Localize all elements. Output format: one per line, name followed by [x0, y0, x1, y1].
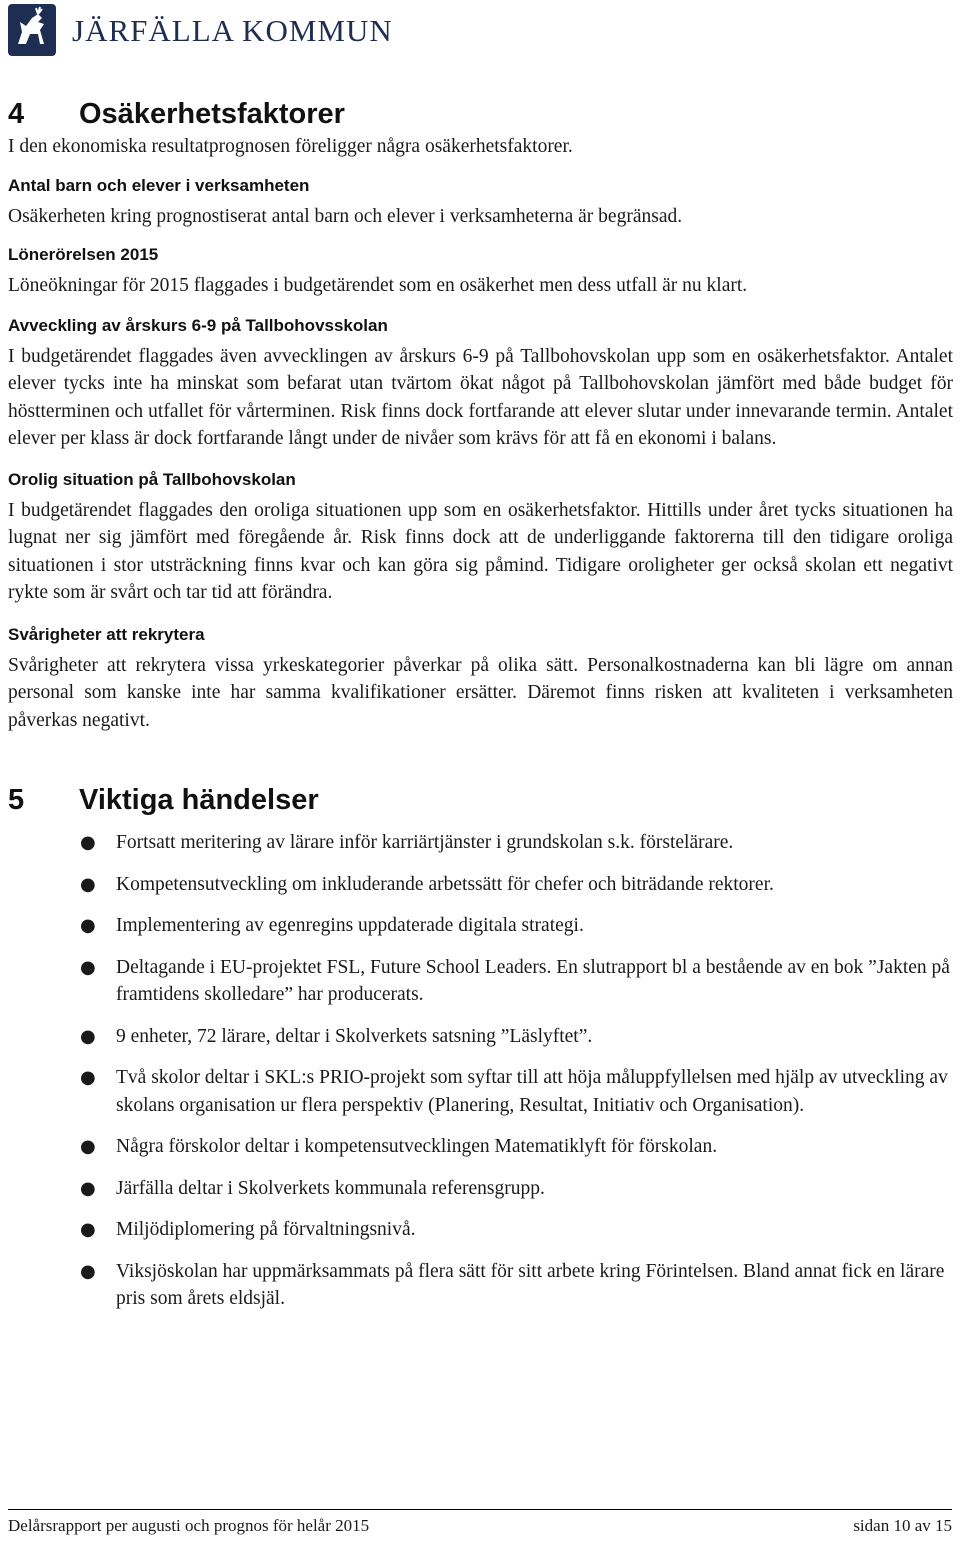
list-item: ● Några förskolor deltar i kompetensutvecklingen Matematiklyft för förskolan. — [8, 1133, 953, 1161]
bullet-icon: ● — [80, 1136, 96, 1157]
subsection-text-rekrytera: Svårigheter att rekrytera vissa yrkeskategorier påverkar på olika sätt. Personalkostnaderna kan bli lägre om annan personal som kanske inte har samma kvalifikationer ersätter. Däremot finns risken att kvaliteten i verksamheten påverkas negativt. — [8, 654, 953, 731]
subsection-text-avveckling: I budgetärendet flaggades även avvecklingen av årskurs 6-9 på Tallbohovskolan upp som en osäkerhetsfaktor. Antalet elever tycks inte ha minskat som befarat utan tvärtom ökat något på Tallbohovskolan jämfört med både budget för höstterminen och utfallet för vårterminen. Risk finns dock fortfarande att elever slutar under innevarande termin. Antalet elever per klass är dock fortfarande långt under de nivåer som krävs för att få en ekonomi i balans. — [8, 345, 953, 449]
section-5-number: 5 — [8, 784, 25, 816]
bullet-icon: ● — [80, 915, 96, 936]
bullet-icon: ● — [80, 1219, 96, 1240]
subsection-heading-orolig: Orolig situation på Tallbohovskolan — [8, 469, 296, 489]
section-4-number: 4 — [8, 98, 25, 130]
page-footer — [8, 1509, 952, 1536]
subsection-heading-lonerorelsen: Lönerörelsen 2015 — [8, 245, 159, 264]
bullet-icon: ● — [80, 1260, 96, 1282]
header-logo — [8, 2, 393, 58]
logo-text: JÄRFÄLLA KOMMUN — [72, 13, 393, 48]
list-item: ● Deltagande i EU-projektet FSL, Future School Leaders. En slutrapport bl a bestående av en bok ”Jakten på framtidens skolledare” har producerats. — [8, 954, 953, 1009]
list-item: ● 9 enheter, 72 lärare, deltar i Skolverkets satsning ”Läslyftet”. — [8, 1023, 953, 1051]
list-item: ● Järfälla deltar i Skolverkets kommunala referensgrupp. — [8, 1175, 953, 1203]
bullet-icon: ● — [80, 873, 96, 895]
section-4-intro: I den ekonomiska resultatprognosen föreligger några osäkerhetsfaktorer. — [8, 136, 573, 157]
section-4-title: Osäkerhetsfaktorer — [79, 98, 345, 130]
subsection-text-barn: Osäkerheten kring prognostiserat antal barn och elever i verksamheterna är begränsad. — [8, 205, 683, 227]
subsection-heading-barn: Antal barn och elever i verksamheten — [8, 175, 310, 195]
section-5-title: Viktiga händelser — [79, 784, 319, 816]
subsection-text-orolig: I budgetärendet flaggades den oroliga situationen upp som en osäkerhetsfaktor. Hittills under året tycks situationen ha lugnat ner sig jämfört med föregående år. Risk finns dock att de underliggande faktorerna till den tidigare oroliga situationen i stor utsträckning finns kvar och kan göra sig påmind. Tidigare oroligheter ger också skolan ett negativt rykte som är svårt och tar tid att förändra. — [8, 499, 953, 603]
subsection-text-lonerorelsen: Löneökningar för 2015 flaggades i budgetärendet som en osäkerhet men dess utfall är nu klart. — [8, 275, 748, 296]
section-4-heading — [8, 95, 953, 133]
page-number: sidan 10 av 15 — [853, 1516, 952, 1535]
subsection-heading-avveckling: Avveckling av årskurs 6-9 på Tallbohovsskolan — [8, 315, 388, 335]
bullet-icon: ● — [80, 956, 96, 978]
list-item: ● Miljödiplomering på förvaltningsnivå. — [8, 1216, 953, 1244]
list-item: ● Kompetensutveckling om inkluderande arbetssätt för chefer och biträdande rektorer. — [8, 871, 953, 899]
list-item: ● Implementering av egenregins uppdaterade digitala strategi. — [8, 912, 953, 940]
bullet-icon: ● — [80, 1025, 96, 1047]
events-list — [8, 829, 953, 1313]
bullet-icon: ● — [80, 832, 96, 853]
list-item: ● Två skolor deltar i SKL:s PRIO-projekt som syftar till att höja måluppfyllelsen med hjälp av utveckling av skolans organisation ur flera perspektiv (Planering, Resultat, Initiativ och Organisation). — [8, 1064, 953, 1119]
municipal-crest-icon — [8, 4, 56, 56]
document-body — [8, 95, 953, 1327]
footer-title: Delårsrapport per augusti och prognos för helår 2015 — [8, 1516, 370, 1535]
subsection-heading-rekrytera: Svårigheter att rekrytera — [8, 624, 205, 644]
bullet-icon: ● — [80, 1177, 96, 1199]
list-item: ● Viksjöskolan har uppmärksammats på flera sätt för sitt arbete kring Förintelsen. Bland annat fick en lärare pris som årets eldsjäl. — [8, 1258, 953, 1313]
bullet-icon: ● — [80, 1067, 96, 1088]
list-item: ● Fortsatt meritering av lärare inför karriärtjänster i grundskolan s.k. förstelärare. — [8, 829, 953, 857]
section-5-heading — [8, 781, 953, 819]
